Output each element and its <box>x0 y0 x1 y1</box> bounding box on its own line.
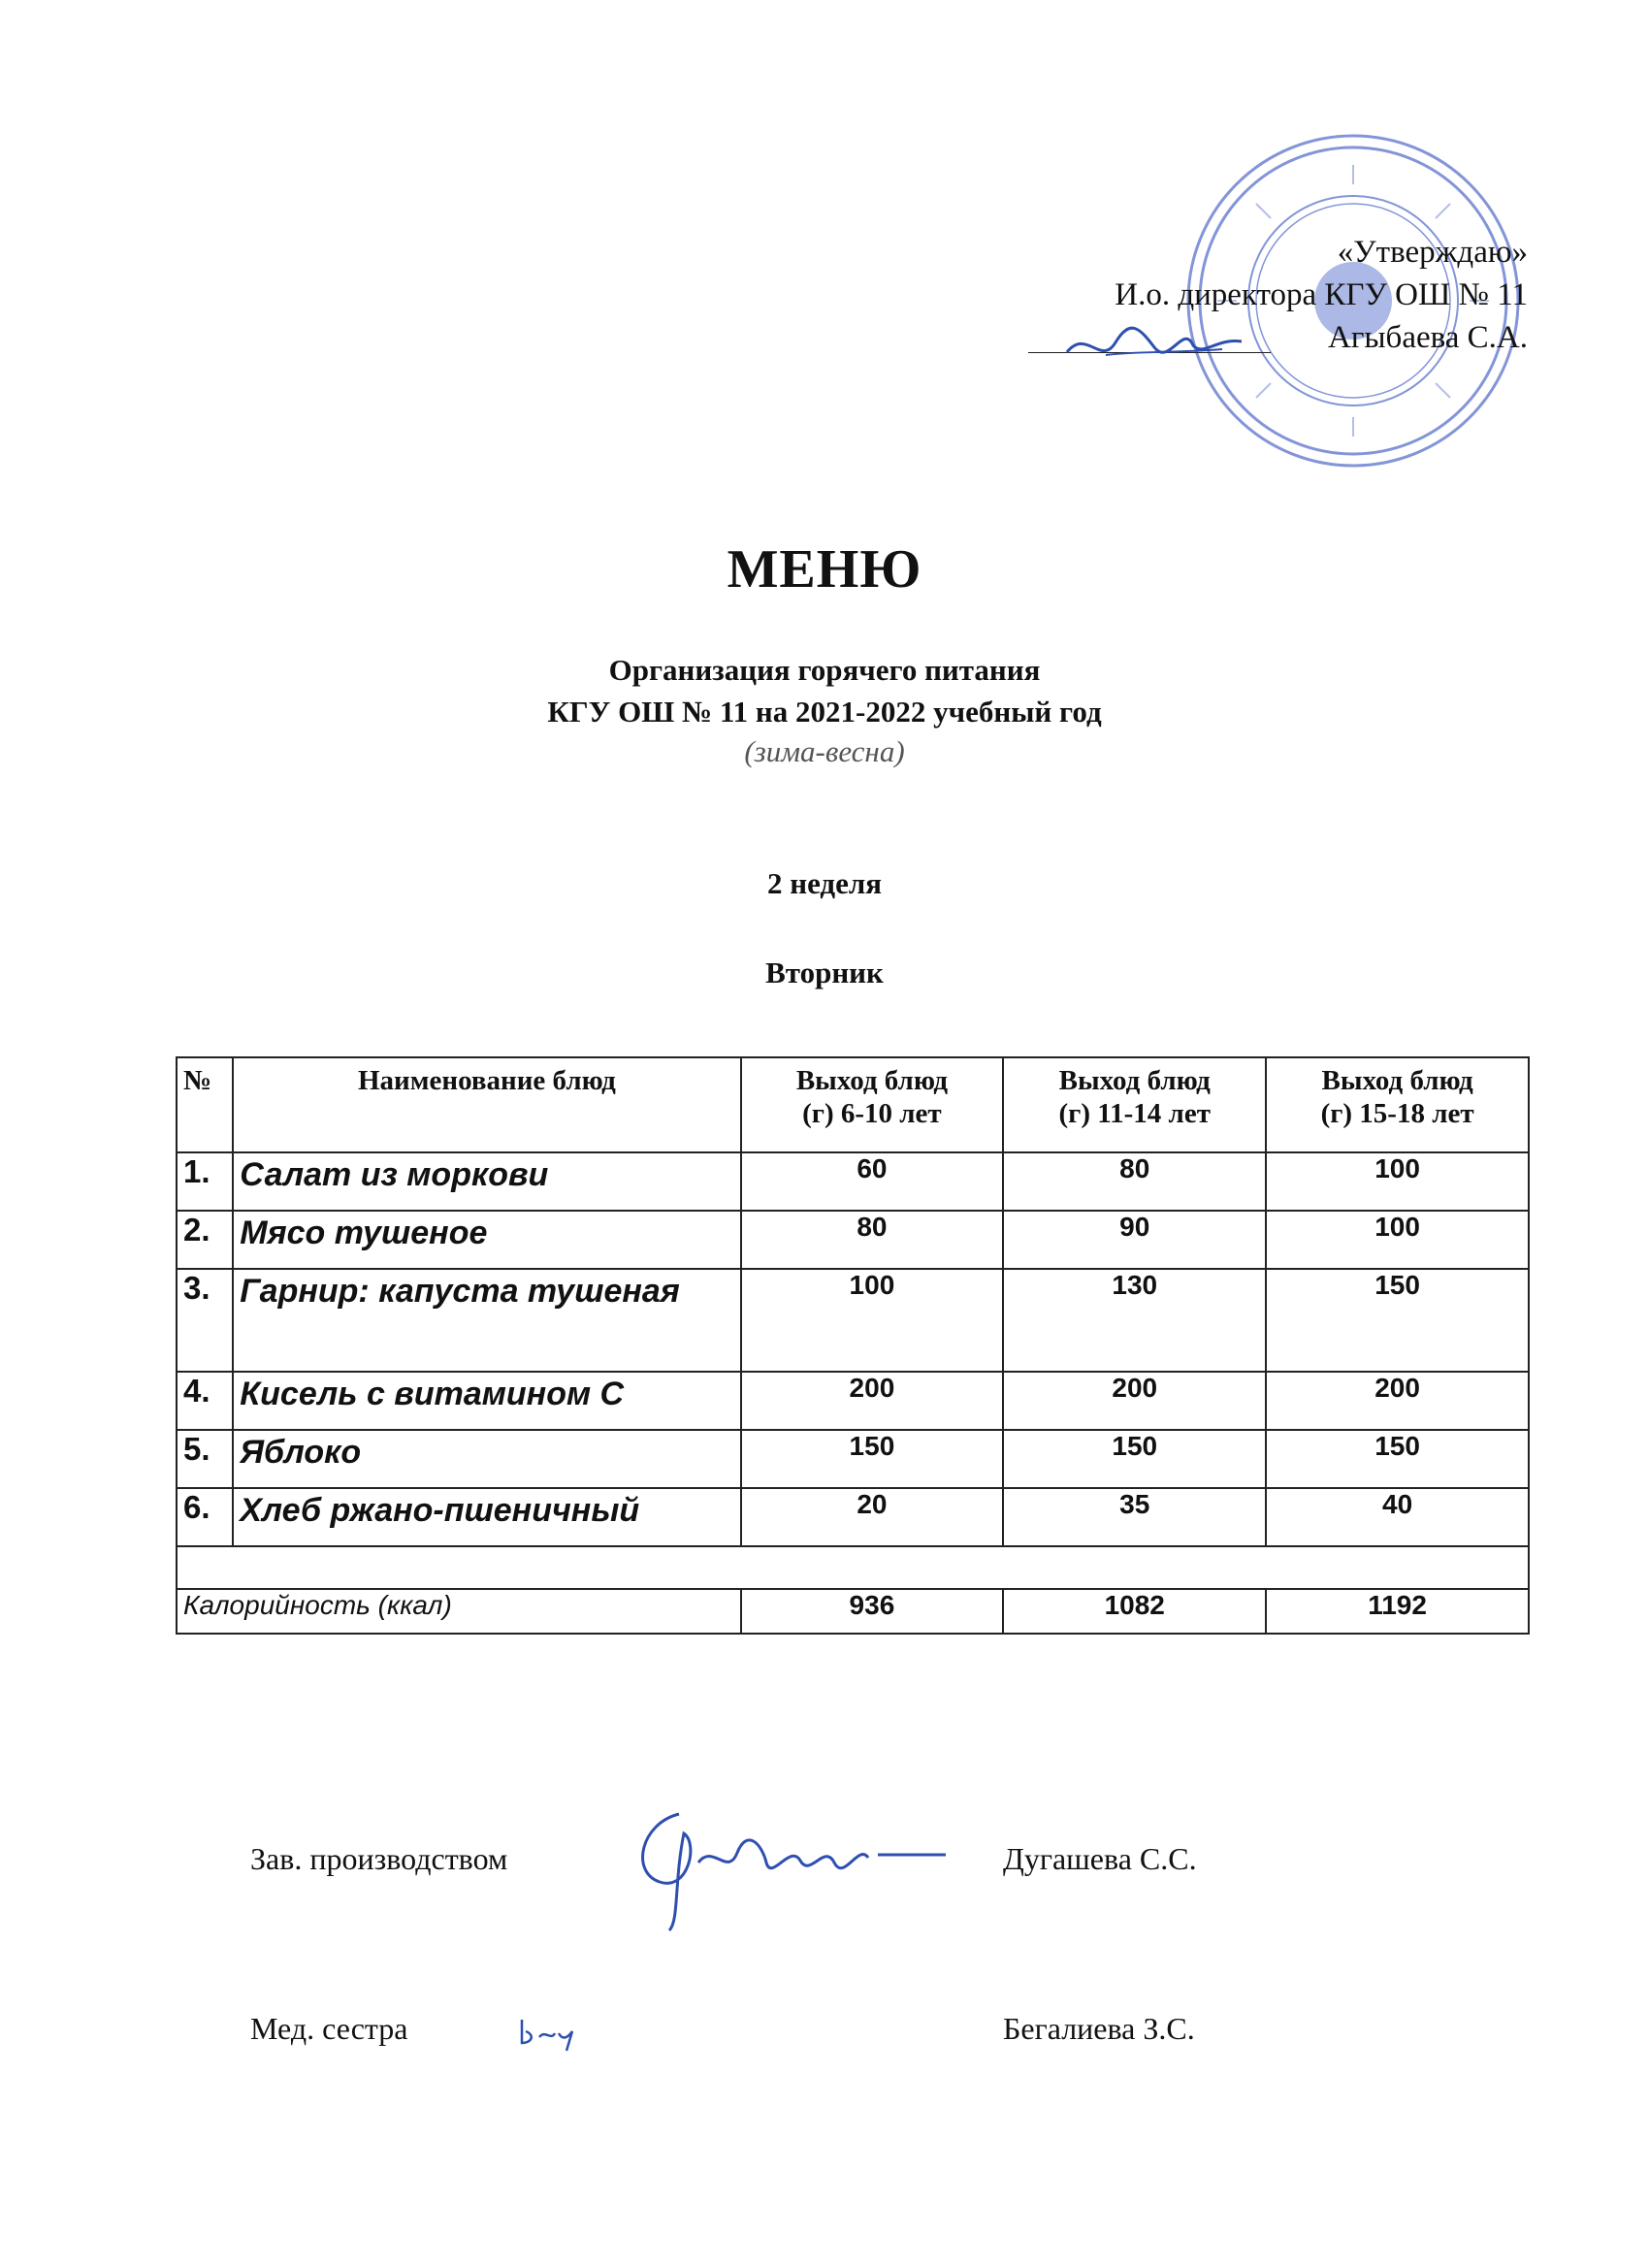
production-manager-name: Дугашева С.С. <box>1003 1841 1197 1876</box>
header-portion-label: Выход блюд <box>1058 1065 1211 1096</box>
row-number: 1. <box>177 1152 233 1211</box>
dish-name: Кисель с витамином С <box>233 1372 740 1430</box>
table-row <box>177 1269 1529 1372</box>
portion-15-18: 100 <box>1266 1152 1529 1211</box>
header-age-range: (г) 11-14 лет <box>1058 1098 1211 1129</box>
header-portion-label: Выход блюд <box>795 1065 948 1096</box>
portion-6-10: 80 <box>741 1211 1004 1269</box>
table-row <box>177 1372 1529 1430</box>
portion-6-10: 150 <box>741 1430 1004 1488</box>
nurse-name: Бегалиева З.С. <box>1003 2011 1195 2046</box>
calories-row <box>177 1589 1529 1634</box>
empty-cell <box>177 1546 1529 1589</box>
table-row <box>177 1211 1529 1269</box>
portion-11-14: 80 <box>1003 1152 1266 1211</box>
portion-15-18: 40 <box>1266 1488 1529 1546</box>
director-signature <box>1048 308 1271 376</box>
portion-11-14: 130 <box>1003 1269 1266 1372</box>
header-portion-6-10 <box>741 1057 1004 1152</box>
subtitle-organization: Организация горячего питания <box>608 653 1041 687</box>
table-row <box>177 1430 1529 1488</box>
portion-6-10: 60 <box>741 1152 1004 1211</box>
calories-label: Калорийность (ккал) <box>177 1589 741 1634</box>
menu-table <box>176 1056 1530 1635</box>
header-portion-label: Выход блюд <box>1321 1065 1473 1096</box>
row-number: 2. <box>177 1211 233 1269</box>
portion-15-18: 150 <box>1266 1269 1529 1372</box>
dish-name: Салат из моркови <box>233 1152 740 1211</box>
subtitle-school-year: КГУ ОШ № 11 на 2021-2022 учебный год <box>547 695 1102 729</box>
table-row <box>177 1152 1529 1211</box>
week-label: 2 неделя <box>766 866 883 900</box>
portion-11-14: 90 <box>1003 1211 1266 1269</box>
nurse-label: Мед. сестра <box>250 2011 408 2046</box>
approval-heading: «Утверждаю» <box>1337 235 1528 270</box>
header-dish-name: Наименование блюд <box>233 1057 740 1152</box>
row-number: 5. <box>177 1430 233 1488</box>
portion-11-14: 150 <box>1003 1430 1266 1488</box>
table-row <box>177 1488 1529 1546</box>
portion-6-10: 20 <box>741 1488 1004 1546</box>
portion-15-18: 100 <box>1266 1211 1529 1269</box>
table-header-row <box>177 1057 1529 1152</box>
calories-11-14: 1082 <box>1003 1589 1266 1634</box>
dish-name: Яблоко <box>233 1430 740 1488</box>
subtitle-season: (зима-весна) <box>744 734 905 768</box>
header-portion-11-14 <box>1003 1057 1266 1152</box>
portion-15-18: 150 <box>1266 1430 1529 1488</box>
production-manager-signature <box>621 1785 960 1940</box>
nurse-signature <box>514 2008 592 2057</box>
header-portion-15-18 <box>1266 1057 1529 1152</box>
calories-15-18: 1192 <box>1266 1589 1529 1634</box>
header-age-range: (г) 15-18 лет <box>1320 1098 1474 1129</box>
row-number: 6. <box>177 1488 233 1546</box>
page-title: МЕНЮ <box>727 539 922 599</box>
calories-6-10: 936 <box>741 1589 1004 1634</box>
approval-position: И.о. директора КГУ ОШ № 11 <box>1115 277 1528 312</box>
production-manager-label: Зав. производством <box>250 1841 508 1876</box>
dish-name: Мясо тушеное <box>233 1211 740 1269</box>
portion-11-14: 35 <box>1003 1488 1266 1546</box>
portion-11-14: 200 <box>1003 1372 1266 1430</box>
dish-name: Гарнир: капуста тушеная <box>233 1269 740 1372</box>
portion-6-10: 100 <box>741 1269 1004 1372</box>
row-number: 3. <box>177 1269 233 1372</box>
empty-row <box>177 1546 1529 1589</box>
dish-name: Хлеб ржано-пшеничный <box>233 1488 740 1546</box>
day-label: Вторник <box>765 956 884 989</box>
director-name: Агыбаева С.А. <box>1327 320 1528 355</box>
header-age-range: (г) 6-10 лет <box>802 1098 942 1129</box>
portion-6-10: 200 <box>741 1372 1004 1430</box>
header-num: № <box>177 1057 233 1152</box>
portion-15-18: 200 <box>1266 1372 1529 1430</box>
row-number: 4. <box>177 1372 233 1430</box>
